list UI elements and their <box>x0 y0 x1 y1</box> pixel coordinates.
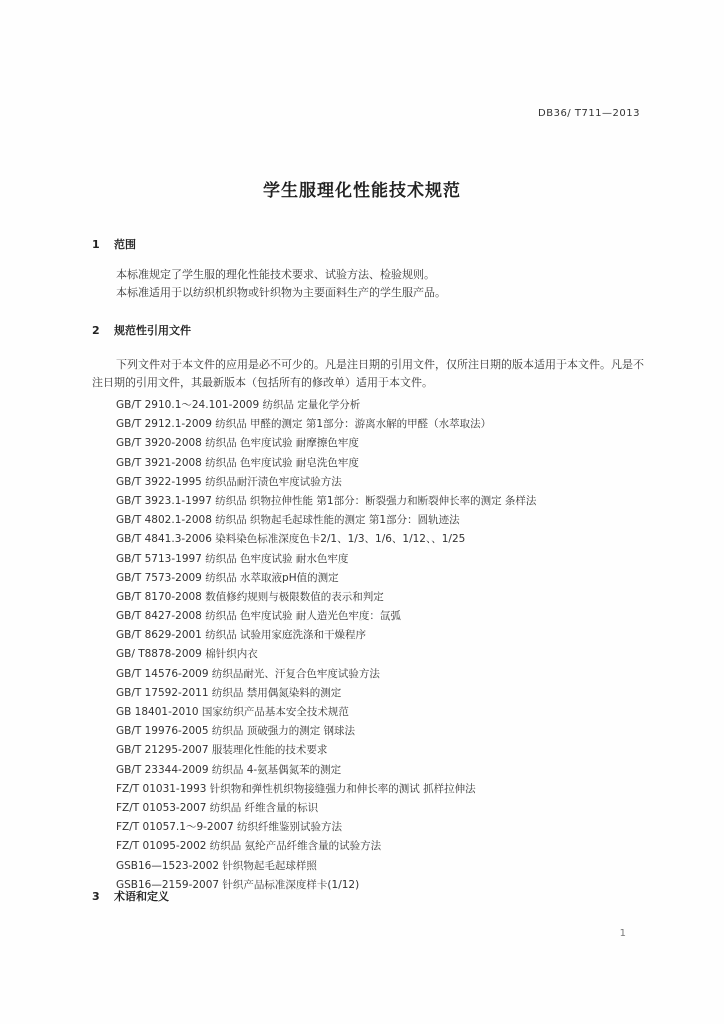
reference-item: FZ/T 01053-2007 纺织品 纤维含量的标识 <box>116 801 319 814</box>
paragraph: 下列文件对于本文件的应用是必不可少的。凡是注日期的引用文件，仅所注日期的版本适用于本文件。凡是不注日期的引用文件，其最新版本（包括所有的修改单）适用于本文件。 <box>92 358 644 389</box>
reference-item: GB/T 3922-1995 纺织品耐汗渍色牢度试验方法 <box>116 475 342 488</box>
reference-item: GB/T 7573-2009 纺织品 水萃取液pH值的测定 <box>116 571 339 584</box>
reference-item: GB/T 17592-2011 纺织品 禁用偶氮染料的测定 <box>116 686 342 699</box>
reference-item: GB/T 8170-2008 数值修约规则与极限数值的表示和判定 <box>116 590 384 603</box>
paragraph: 本标准适用于以纺织机织物或针织物为主要面料生产的学生服产品。 <box>116 285 446 299</box>
reference-item: GSB16—2159-2007 针织产品标准深度样卡(1/12) <box>116 878 360 891</box>
reference-item: FZ/T 01057.1～9-2007 纺织纤维鉴别试验方法 <box>116 821 342 834</box>
reference-item: GB/T 14576-2009 纺织品耐光、汗复合色牢度试验方法 <box>116 667 380 680</box>
page-number: 1 <box>619 928 626 939</box>
section-title: 范围 <box>114 238 136 251</box>
section-3-heading <box>92 888 169 904</box>
page-title: 学生服理化性能技术规范 <box>263 181 461 201</box>
section-2-heading <box>92 322 191 338</box>
document-code: DB36/ T711—2013 <box>538 108 640 119</box>
reference-item: GB/T 8629-2001 纺织品 试验用家庭洗涤和干燥程序 <box>116 629 367 642</box>
section-number: 2 <box>92 324 100 337</box>
section-number: 1 <box>92 238 100 251</box>
reference-item: GB/T 3920-2008 纺织品 色牢度试验 耐摩擦色牢度 <box>116 437 359 450</box>
reference-item: GSB16—1523-2002 针织物起毛起球样照 <box>116 859 317 872</box>
reference-item: GB/T 21295-2007 服装理化性能的技术要求 <box>116 744 328 757</box>
reference-item: GB/T 23344-2009 纺织品 4-氨基偶氮苯的测定 <box>116 763 342 776</box>
reference-item: GB/T 5713-1997 纺织品 色牢度试验 耐水色牢度 <box>116 552 349 565</box>
reference-item: FZ/T 01031-1993 针织物和弹性机织物接缝强力和伸长率的测试 抓样拉伸法 <box>116 782 476 795</box>
reference-item: GB/ T8878-2009 棉针织内衣 <box>116 648 258 661</box>
section-2-intro <box>92 356 644 391</box>
reference-item: GB/T 3921-2008 纺织品 色牢度试验 耐皂洗色牢度 <box>116 456 359 469</box>
section-1-body <box>92 266 644 301</box>
reference-item: FZ/T 01095-2002 纺织品 氨纶产品纤维含量的试验方法 <box>116 840 382 853</box>
reference-item: GB/T 4802.1-2008 纺织品 织物起毛起球性能的测定 第1部分：圆轨迹法 <box>116 514 460 527</box>
paragraph: 本标准规定了学生服的理化性能技术要求、试验方法、检验规则。 <box>116 268 435 281</box>
section-title: 术语和定义 <box>114 890 169 903</box>
reference-item: GB/T 4841.3-2006 染料染色标准深度色卡2/1、1/3、1/6、1/12、、1/25 <box>116 533 466 546</box>
section-title: 规范性引用文件 <box>114 324 191 337</box>
section-number: 3 <box>92 890 100 903</box>
reference-item: GB/T 19976-2005 纺织品 顶破强力的测定 钢球法 <box>116 725 356 738</box>
reference-list <box>116 396 656 895</box>
section-1-heading <box>92 236 136 252</box>
reference-item: GB/T 8427-2008 纺织品 色牢度试验 耐人造光色牢度：氙弧 <box>116 610 401 623</box>
reference-item: GB/T 3923.1-1997 纺织品 织物拉伸性能 第1部分：断裂强力和断裂伸长率的测定 条样法 <box>116 494 537 507</box>
reference-item: GB/T 2912.1-2009 纺织品 甲醛的测定 第1部分：游离水解的甲醛（水萃取法） <box>116 418 492 431</box>
reference-item: GB 18401-2010 国家纺织产品基本安全技术规范 <box>116 706 349 718</box>
reference-item: GB/T 2910.1～24.101-2009 纺织品 定量化学分析 <box>116 399 361 411</box>
